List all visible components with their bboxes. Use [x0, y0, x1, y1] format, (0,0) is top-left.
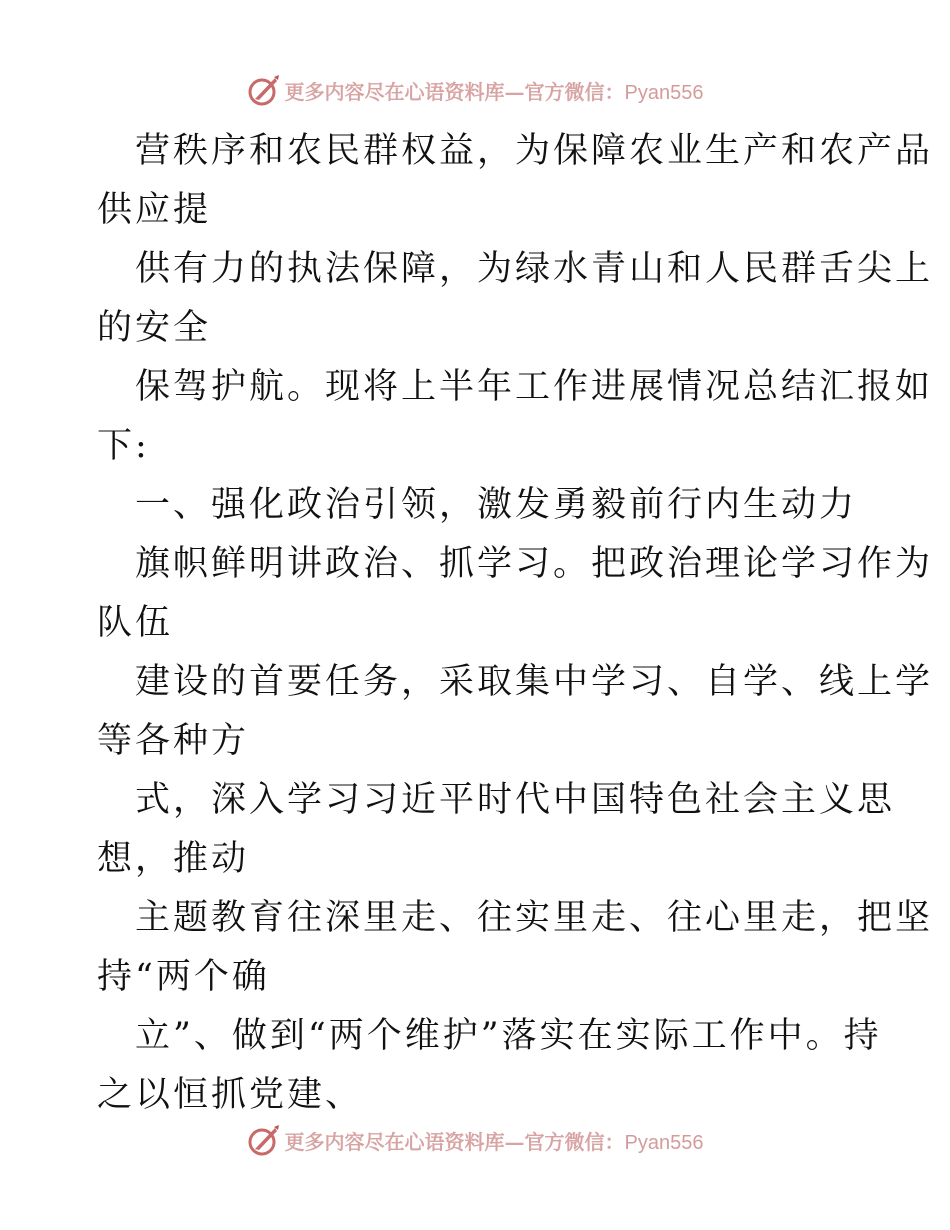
text-line: 供有力的执法保障，为绿水青山和人民群舌尖上: [135, 249, 934, 289]
text-line: 保驾护航。现将上半年工作进展情况总结汇报如: [135, 367, 934, 407]
text-line: 式，深入学习习近平时代中国特色社会主义思: [135, 780, 896, 820]
text-line: 营秩序和农民群权益，为保障农业生产和农产品: [135, 131, 934, 171]
text-line: 等各种方: [97, 721, 250, 761]
text-line: 之以恒抓党建、: [97, 1075, 364, 1115]
text-line: 持“两个确: [97, 957, 270, 997]
quill-logo-icon: [247, 1123, 281, 1157]
quill-logo-icon: [247, 73, 281, 107]
text-line: 主题教育往深里走、往实里走、往心里走，把坚: [135, 898, 934, 938]
text-line: 想，推动: [97, 839, 250, 879]
text-line: 旗帜鲜明讲政治、抓学习。把政治理论学习作为: [135, 544, 934, 584]
text-line: 立”、做到“两个维护”落实在实际工作中。持: [135, 1016, 882, 1056]
document-body: [97, 122, 934, 1125]
footer-watermark: [0, 1120, 950, 1160]
text-line: 建设的首要任务，采取集中学习、自学、线上学: [135, 662, 934, 702]
text-line: 的安全: [97, 308, 212, 348]
text-line: 队伍: [97, 603, 174, 643]
watermark-text: 更多内容尽在心语资料库—官方微信：Pyan556: [284, 79, 704, 104]
wechat-id: Pyan556: [624, 1131, 704, 1154]
section-heading: 一、强化政治引领，激发勇毅前行内生动力: [135, 485, 858, 525]
wechat-id: Pyan556: [624, 81, 704, 104]
header-watermark: [0, 70, 950, 110]
watermark-text: 更多内容尽在心语资料库—官方微信：Pyan556: [284, 1129, 704, 1154]
text-line: 下:: [97, 426, 150, 466]
text-line: 供应提: [97, 190, 212, 230]
